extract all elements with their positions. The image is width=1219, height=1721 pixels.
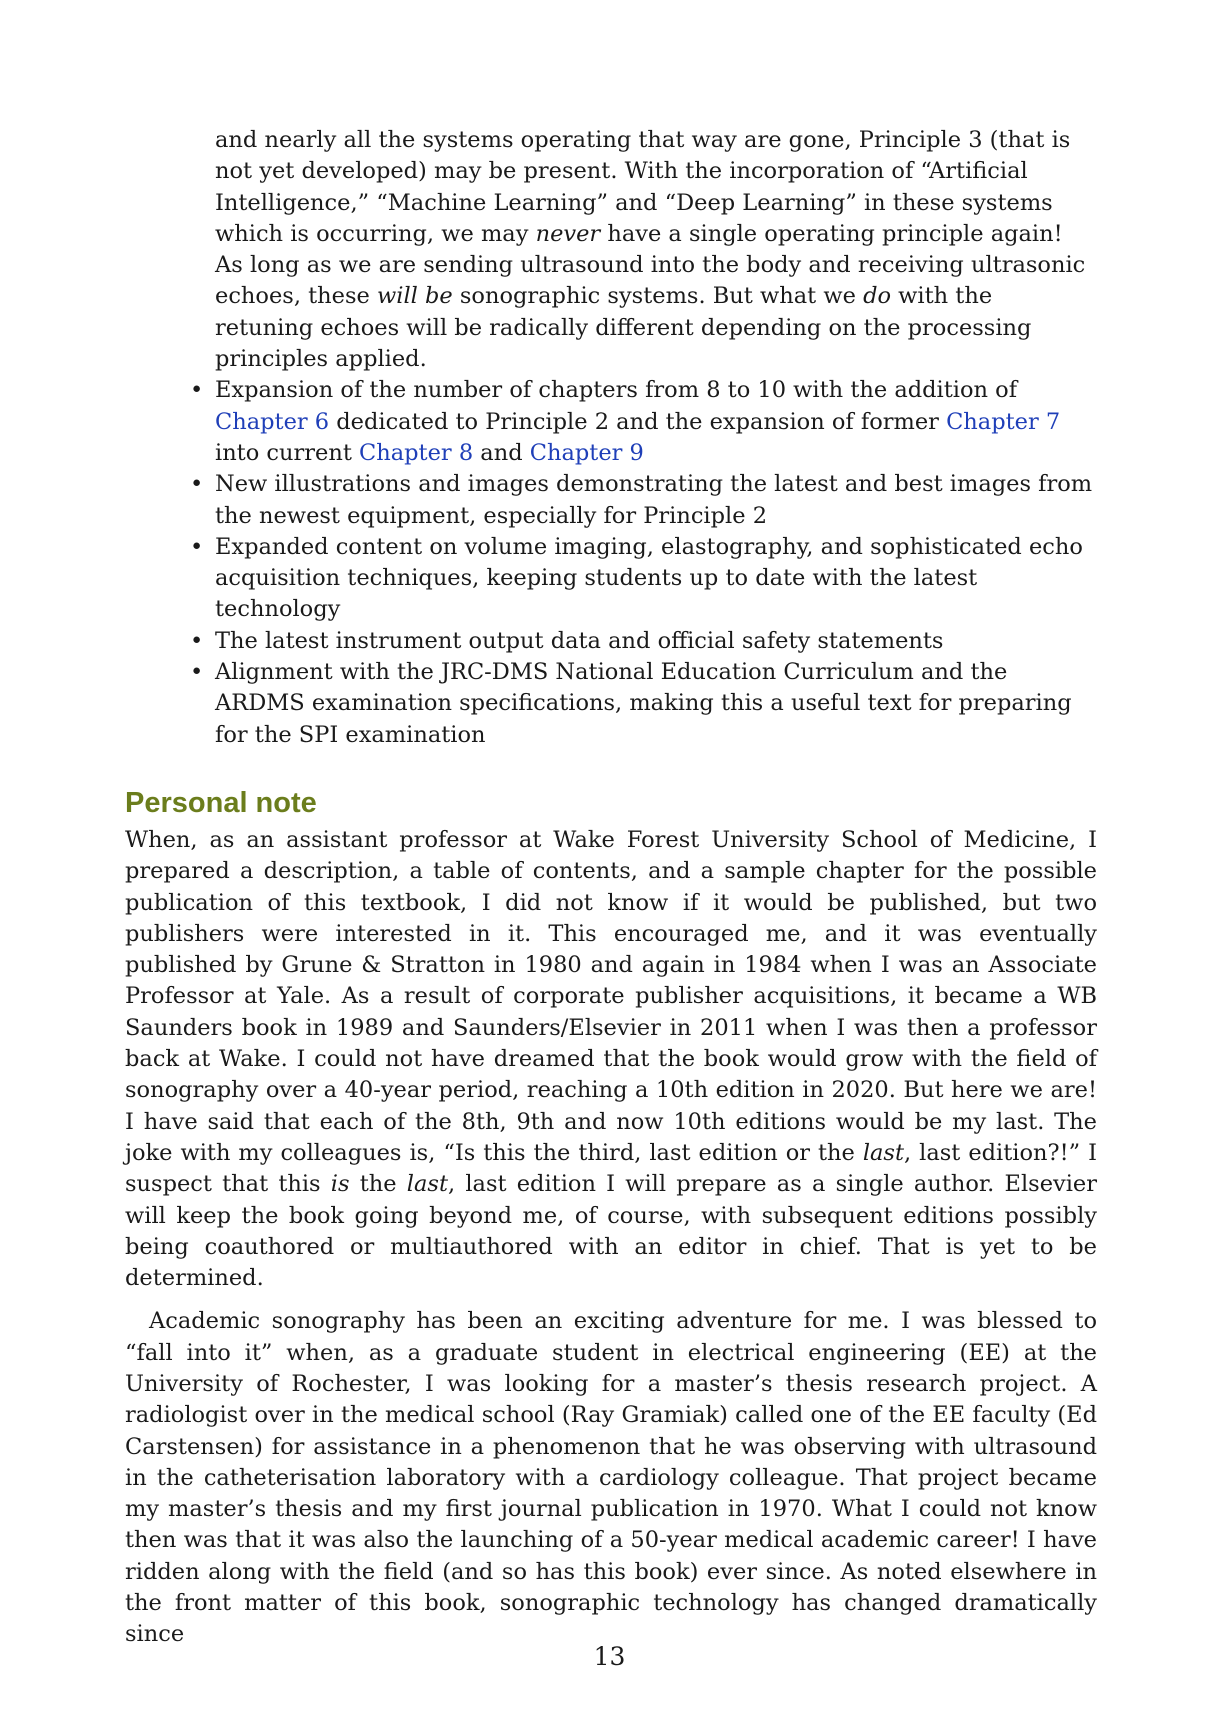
emphasis-will-be: will be: [376, 283, 453, 310]
bullet-item-illustrations: [125, 469, 1095, 532]
bullet-text: The latest instrument output data and official safety statements: [215, 627, 944, 654]
bullet-text: Alignment with the JRC-DMS National Education Curriculum and the ARDMS examination specifications, making this a useful text for preparing for the SPI examination: [215, 659, 1072, 748]
text-run: with the retuning echoes will be radically different depending on the processing principles applied.: [215, 283, 1032, 373]
text-run: Expansion of the number of chapters from 8 to 10 with the addition of: [215, 377, 1018, 404]
emphasis-last: last: [406, 1171, 448, 1198]
link-chapter-8[interactable]: Chapter 8: [359, 439, 474, 466]
text-run: have a single operating principle again! As long as we are sending ultrasound into the body and receiving ultrasonic echoes, these: [215, 220, 1086, 310]
continued-bullet-text: [215, 125, 1095, 375]
bullet-icon: •: [190, 659, 204, 686]
bullet-text: New illustrations and images demonstrating the latest and best images from the newest equipment, especially for Principle 2: [215, 471, 1093, 529]
bullet-icon: •: [190, 533, 204, 560]
paragraph-1: [125, 825, 1097, 1294]
feature-bullet-list: [125, 375, 1097, 751]
section-heading-personal-note: Personal note: [125, 786, 317, 819]
text-run: and: [473, 439, 530, 466]
text-run: sonographic systems. But what we: [452, 283, 864, 310]
text-column: [125, 125, 1097, 1651]
emphasis-never: never: [535, 220, 601, 247]
text-run: , last edition?!” I suspect that this: [125, 1139, 1097, 1198]
text-run: When, as an assistant professor at Wake Forest University School of Medicine, I prepared a description, a table of contents, and a sample chapter for the possible publication of this textbook, I did not know if it would be published, but two publishers were interested in it. This encouraged me, and it was eventually published by Grune & Stratton in 1980 and again in 1984 when I was an Associate Professor at Yale. As a result of corporate publisher acquisitions, it became a WB Saunders book in 1989 and Saunders/Elsevier in 2011 when I was then a professor back at Wake. I could not have dreamed that the book would grow with the field of sonography over a 40-year period, reaching a 10th edition in 2020. But here we are! I have said that each of the 8th, 9th and now 10th editions would be my last. The joke with my colleagues is, “Is this the third, last edition or the: [125, 826, 1097, 1166]
page-number: 13: [593, 1642, 626, 1671]
bullet-text: Expanded content on volume imaging, elastography, and sophisticated echo acquisition techniques, keeping students up to date with the latest technology: [215, 533, 1083, 623]
emphasis-last: last: [862, 1139, 905, 1166]
text-run: , last edition I will prepare as a single author. Elsevier will keep the book going beyond me, of course, with subsequent editions possibly being coauthored or multiauthored with an editor in chief. That is yet to be determined.: [125, 1171, 1097, 1292]
paragraph-2: Academic sonography has been an exciting adventure for me. I was blessed to “fall into it” when, as a graduate student in electrical engineering (EE) at the University of Rochester, I was looking for a master’s thesis research project. A radiologist over in the medical school (Ray Gramiak) called one of the EE faculty (Ed Carstensen) for assistance in a phenomenon that he was observing with ultrasound in the catheterisation laboratory with a cardiology colleague. That project became my master’s thesis and my first journal publication in 1970. What I could not know then was that it was also the launching of a 50-year medical academic career! I have ridden along with the field (and so has this book) ever since. As noted elsewhere in the front matter of this book, sonographic technology has changed dramatically since: [125, 1308, 1097, 1648]
bullet-item-expanded-content: [125, 532, 1095, 626]
text-run: into current: [215, 439, 360, 466]
link-chapter-9[interactable]: Chapter 9: [529, 439, 644, 466]
emphasis-is: is: [330, 1171, 350, 1198]
text-run: the: [349, 1171, 407, 1198]
bullet-icon: •: [190, 377, 204, 404]
text-run: and nearly all the systems operating that way are gone, Principle 3 (that is not yet developed) may be present. With the incorporation of “Artificial Intelligence,” “Machine Learning” and “Deep Learning” in these systems which is occurring, we may: [215, 127, 1071, 247]
text-run: dedicated to Principle 2 and the expansion of former: [329, 408, 947, 435]
bullet-icon: •: [190, 627, 204, 654]
bullet-icon: •: [190, 471, 204, 498]
link-chapter-6[interactable]: Chapter 6: [215, 408, 330, 435]
emphasis-do: do: [863, 283, 892, 310]
bullet-item-alignment: [125, 657, 1095, 751]
link-chapter-7[interactable]: Chapter 7: [946, 408, 1061, 435]
bullet-item-chapters: [125, 375, 1095, 469]
bullet-item-output-data: [125, 626, 1095, 657]
